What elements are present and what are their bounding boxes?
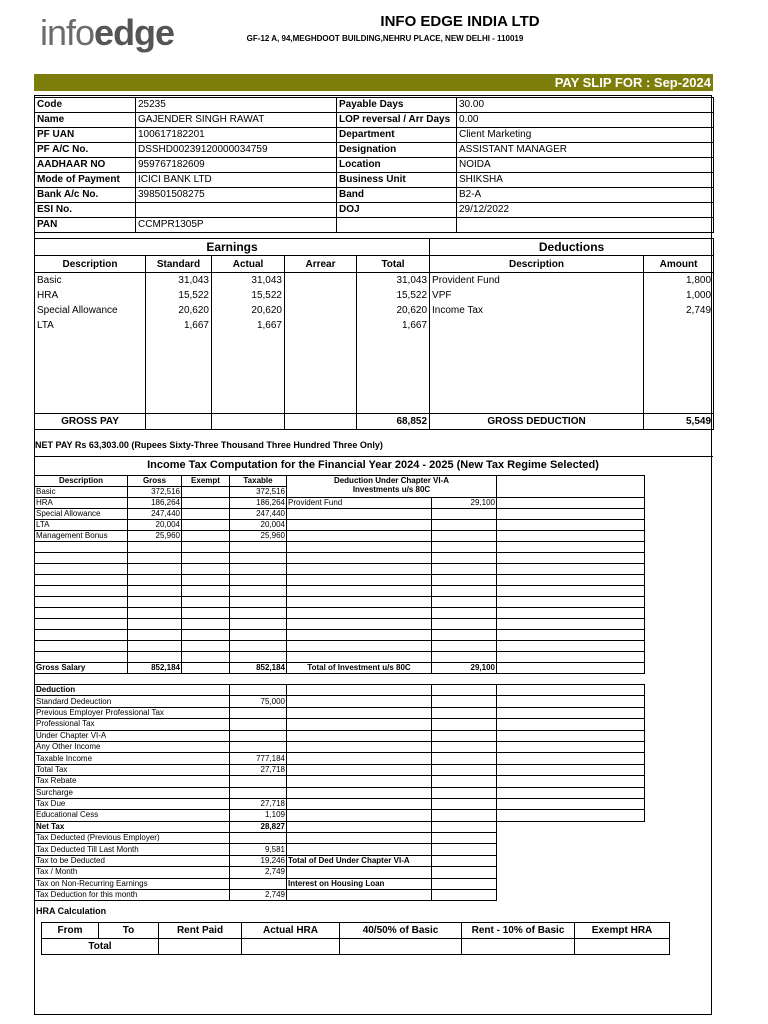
tax-cell-g	[128, 630, 182, 641]
tax-cell-g: 247,440	[128, 509, 182, 520]
payslip-title-bar	[34, 74, 713, 91]
ded-col-description: Description	[430, 256, 644, 273]
deduction-value: 75,000	[230, 696, 287, 707]
deduction-value	[230, 719, 287, 730]
tax-cell-d	[35, 542, 128, 553]
tax-cell-amt	[432, 531, 497, 542]
info-value	[136, 203, 337, 218]
deduction-row	[35, 798, 645, 809]
info-value: GAJENDER SINGH RAWAT	[136, 113, 337, 128]
payslip-title: PAY SLIP FOR : Sep-2024	[554, 75, 711, 90]
deduction-label: Previous Employer Professional Tax	[35, 707, 230, 718]
tax-cell-g: 372,516	[128, 487, 182, 498]
tax-cell-d	[35, 630, 128, 641]
deduction-row	[35, 707, 645, 718]
hra-col-header: From	[42, 923, 99, 939]
deduction-row	[35, 719, 645, 730]
info-label: Name	[35, 113, 136, 128]
earn-col-description: Description	[35, 256, 146, 273]
deduction-label: Educational Cess	[35, 810, 230, 821]
company-address: GF-12 A, 94,MEGHDOOT BUILDING,NEHRU PLACE, NEW DELHI - 110019	[246, 34, 524, 43]
earnings-deductions-table	[34, 238, 714, 430]
tax-cell-inv	[287, 641, 432, 652]
tax-row	[35, 641, 645, 652]
gross-salary-cell: 29,100	[432, 663, 497, 674]
deduction-row	[35, 685, 645, 696]
tax-cell-g	[128, 564, 182, 575]
hra-col-header: Exempt HRA	[575, 923, 670, 939]
deduction-value	[230, 878, 287, 889]
tax-cell-amt: 29,100	[432, 498, 497, 509]
tax-cell-e	[182, 652, 230, 663]
tax-cell-inv	[287, 520, 432, 531]
info-row	[35, 158, 714, 173]
tax-cell-d	[35, 575, 128, 586]
gross-salary-cell: Gross Salary	[35, 663, 128, 674]
info-value: 25235	[136, 98, 337, 113]
tax-cell-amt	[432, 641, 497, 652]
info-value: ICICI BANK LTD	[136, 173, 337, 188]
deduction-value: 2,749	[230, 867, 287, 878]
info-value: 29/12/2022	[457, 203, 714, 218]
logo-text-bold: edge	[94, 12, 175, 53]
company-name: INFO EDGE INDIA LTD	[380, 13, 540, 30]
income-tax-table	[34, 475, 645, 674]
tax-col-header: Gross	[128, 476, 182, 487]
tax-cell-inv	[287, 652, 432, 663]
tax-cell-e	[182, 619, 230, 630]
tax-cell-d	[35, 619, 128, 630]
tax-cell-d	[35, 641, 128, 652]
info-row	[35, 188, 714, 203]
tax-row	[35, 520, 645, 531]
info-label: Designation	[337, 143, 457, 158]
tax-row	[35, 597, 645, 608]
info-value: Client Marketing	[457, 128, 714, 143]
net-pay: NET PAY Rs 63,303.00 (Rupees Sixty-Three Thousand Three Hundred Three Only)	[35, 440, 383, 450]
deduction-label: Professional Tax	[35, 719, 230, 730]
tax-row	[35, 630, 645, 641]
deduction-row	[35, 776, 645, 787]
hra-col-header: Actual HRA	[242, 923, 340, 939]
tax-cell-d: Special Allowance	[35, 509, 128, 520]
tax-cell-d: LTA	[35, 520, 128, 531]
tax-cell-t: 186,264	[230, 498, 287, 509]
info-label: Business Unit	[337, 173, 457, 188]
info-label: LOP reversal / Arr Days	[337, 113, 457, 128]
info-value: 959767182609	[136, 158, 337, 173]
deduction-label: Tax Deducted (Previous Employer)	[35, 833, 230, 844]
tax-cell-d	[35, 608, 128, 619]
tax-cell-e	[182, 608, 230, 619]
tax-cell-e	[182, 509, 230, 520]
deduction-row	[35, 730, 645, 741]
deduction-label: Tax / Month	[35, 867, 230, 878]
tax-cell-amt	[432, 553, 497, 564]
tax-cell-amt	[432, 597, 497, 608]
tax-cell-inv	[287, 586, 432, 597]
hra-col-header: Rent - 10% of Basic	[462, 923, 575, 939]
tax-cell-e	[182, 641, 230, 652]
tax-col-header: Description	[35, 476, 128, 487]
info-row	[35, 113, 714, 128]
tax-cell-t	[230, 641, 287, 652]
tax-cell-inv	[287, 509, 432, 520]
tax-cell-t: 247,440	[230, 509, 287, 520]
tax-cell-g: 25,960	[128, 531, 182, 542]
tax-cell-inv: Provident Fund	[287, 498, 432, 509]
tax-cell-g	[128, 652, 182, 663]
tax-cell-t	[230, 630, 287, 641]
info-value: 30.00	[457, 98, 714, 113]
info-value	[457, 218, 714, 233]
hra-table	[41, 922, 670, 955]
info-label: Code	[35, 98, 136, 113]
info-value: 398501508275	[136, 188, 337, 203]
tax-cell-g	[128, 641, 182, 652]
info-label: PF UAN	[35, 128, 136, 143]
deduction-row	[35, 764, 645, 775]
deduction-label: Standard Dedeuction	[35, 696, 230, 707]
deduction-value: 19,246	[230, 855, 287, 866]
tax-cell-inv	[287, 608, 432, 619]
info-label: PAN	[35, 218, 136, 233]
deduction-value	[230, 730, 287, 741]
tax-cell-e	[182, 597, 230, 608]
tax-cell-d	[35, 597, 128, 608]
gross-salary-cell: 852,184	[230, 663, 287, 674]
tax-cell-amt	[432, 630, 497, 641]
tax-cell-g	[128, 619, 182, 630]
tax-cell-t	[230, 564, 287, 575]
deduction-value: 27,718	[230, 764, 287, 775]
tax-cell-g	[128, 542, 182, 553]
info-value: 0.00	[457, 113, 714, 128]
tax-row	[35, 509, 645, 520]
tax-cell-amt	[432, 652, 497, 663]
info-label: Location	[337, 158, 457, 173]
info-label	[337, 218, 457, 233]
tax-col-header: Taxable	[230, 476, 287, 487]
info-label: PF A/C No.	[35, 143, 136, 158]
deduction-value: 1,109	[230, 810, 287, 821]
deductions-title: Deductions	[430, 239, 714, 256]
deduction-side-label: Interest on Housing Loan	[287, 878, 432, 889]
deduction-row	[35, 741, 645, 752]
tax-cell-inv	[287, 542, 432, 553]
income-tax-title: Income Tax Computation for the Financial Year 2024 - 2025 (New Tax Regime Selected)	[147, 459, 599, 471]
info-value: 100617182201	[136, 128, 337, 143]
deduction-row	[35, 753, 645, 764]
tax-cell-inv	[287, 553, 432, 564]
gross-pay-total: 68,852	[357, 414, 430, 430]
earn-col-actual: Actual	[212, 256, 285, 273]
tax-row	[35, 531, 645, 542]
tax-cell-e	[182, 531, 230, 542]
tax-cell-t	[230, 553, 287, 564]
info-value: CCMPR1305P	[136, 218, 337, 233]
deduction-row	[35, 833, 645, 844]
info-label: Payable Days	[337, 98, 457, 113]
info-label: Band	[337, 188, 457, 203]
deduction-row	[35, 821, 645, 832]
tax-row	[35, 619, 645, 630]
info-row	[35, 173, 714, 188]
info-row	[35, 203, 714, 218]
tax-cell-g	[128, 586, 182, 597]
info-label: Department	[337, 128, 457, 143]
deduction-label: Any Other Income	[35, 741, 230, 752]
hra-col-header: Rent Paid	[159, 923, 242, 939]
tax-cell-amt	[432, 575, 497, 586]
tax-cell-e	[182, 498, 230, 509]
tax-cell-e	[182, 630, 230, 641]
deduction-label: Tax Rebate	[35, 776, 230, 787]
tax-row	[35, 575, 645, 586]
deduction-table	[34, 684, 645, 901]
info-label: ESI No.	[35, 203, 136, 218]
tax-cell-inv	[287, 575, 432, 586]
tax-cell-t	[230, 575, 287, 586]
tax-cell-amt	[432, 509, 497, 520]
info-value: SHIKSHA	[457, 173, 714, 188]
tax-cell-d	[35, 586, 128, 597]
tax-cell-g	[128, 553, 182, 564]
tax-cell-inv	[287, 597, 432, 608]
tax-cell-g: 186,264	[128, 498, 182, 509]
tax-cell-d	[35, 652, 128, 663]
info-label: AADHAAR NO	[35, 158, 136, 173]
gross-deduction-total: 5,549	[644, 414, 714, 430]
hra-title: HRA Calculation	[36, 906, 107, 916]
earn-total-values: 31,043 15,522 20,620 1,667	[357, 273, 430, 414]
tax-cell-t	[230, 586, 287, 597]
tax-cell-t: 372,516	[230, 487, 287, 498]
tax-cell-t: 25,960	[230, 531, 287, 542]
deduction-row	[35, 787, 645, 798]
info-value: ASSISTANT MANAGER	[457, 143, 714, 158]
tax-row	[35, 564, 645, 575]
tax-cell-d	[35, 564, 128, 575]
earn-col-standard: Standard	[146, 256, 212, 273]
deduction-value	[230, 685, 287, 696]
info-value: NOIDA	[457, 158, 714, 173]
hra-col-header: To	[99, 923, 159, 939]
tax-cell-e	[182, 564, 230, 575]
tax-cell-amt	[432, 619, 497, 630]
tax-cell-d: Basic	[35, 487, 128, 498]
deduction-value	[230, 741, 287, 752]
gross-salary-cell: 852,184	[128, 663, 182, 674]
deduction-side-label: Total of Ded Under Chapter VI-A	[287, 855, 432, 866]
tax-cell-t	[230, 652, 287, 663]
employee-info-table	[34, 97, 714, 233]
tax-row	[35, 553, 645, 564]
deduction-row	[35, 844, 645, 855]
deduction-label: Total Tax	[35, 764, 230, 775]
ded-amount-values: 1,800 1,000 2,749	[644, 273, 714, 414]
info-row	[35, 143, 714, 158]
deduction-label: Tax Due	[35, 798, 230, 809]
deduction-label: Tax to be Deducted	[35, 855, 230, 866]
tax-cell-e	[182, 542, 230, 553]
deduction-value: 9,581	[230, 844, 287, 855]
gross-pay-label: GROSS PAY	[35, 414, 146, 430]
deduction-label: Under Chapter VI-A	[35, 730, 230, 741]
tax-row	[35, 652, 645, 663]
tax-row	[35, 498, 645, 509]
info-value: B2-A	[457, 188, 714, 203]
info-value: DSSHD00239120000034759	[136, 143, 337, 158]
tax-cell-e	[182, 553, 230, 564]
tax-row	[35, 586, 645, 597]
info-label: Mode of Payment	[35, 173, 136, 188]
chapter-via-header: Deduction Under Chapter VI-A Investments u/s 80C	[287, 476, 497, 498]
tax-cell-inv	[287, 619, 432, 630]
tax-cell-d: Management Bonus	[35, 531, 128, 542]
tax-cell-inv	[287, 564, 432, 575]
tax-header-row	[35, 476, 645, 487]
deduction-label: Deduction	[35, 685, 230, 696]
company-logo	[40, 12, 174, 54]
tax-row	[35, 608, 645, 619]
deduction-row	[35, 890, 645, 901]
deduction-row	[35, 810, 645, 821]
earnings-title: Earnings	[35, 239, 430, 256]
deduction-value: 777,184	[230, 753, 287, 764]
deduction-value	[230, 833, 287, 844]
ded-col-amount: Amount	[644, 256, 714, 273]
tax-cell-g: 20,004	[128, 520, 182, 531]
gross-salary-row	[35, 663, 645, 674]
earn-actual-values: 31,043 15,522 20,620 1,667	[212, 273, 285, 414]
deduction-row	[35, 878, 645, 889]
info-label: Bank A/c No.	[35, 188, 136, 203]
earn-col-total: Total	[357, 256, 430, 273]
deduction-label: Surcharge	[35, 787, 230, 798]
gross-deduction-label: GROSS DEDUCTION	[430, 414, 644, 430]
tax-cell-g	[128, 608, 182, 619]
gross-salary-cell: Total of Investment u/s 80C	[287, 663, 432, 674]
tax-cell-t	[230, 608, 287, 619]
tax-cell-amt	[432, 542, 497, 553]
tax-cell-d: HRA	[35, 498, 128, 509]
deduction-value: 2,749	[230, 890, 287, 901]
deduction-value	[230, 776, 287, 787]
tax-col-header: Exempt	[182, 476, 230, 487]
info-row	[35, 218, 714, 233]
tax-cell-amt	[432, 608, 497, 619]
earn-descriptions: Basic HRA Special Allowance LTA	[35, 273, 146, 414]
tax-cell-g	[128, 575, 182, 586]
info-row	[35, 128, 714, 143]
earn-arrear-values	[285, 273, 357, 414]
deduction-label: Net Tax	[35, 821, 230, 832]
deduction-row	[35, 696, 645, 707]
tax-cell-amt	[432, 586, 497, 597]
tax-cell-inv	[287, 531, 432, 542]
tax-cell-t	[230, 619, 287, 630]
tax-cell-e	[182, 586, 230, 597]
tax-cell-t	[230, 542, 287, 553]
tax-cell-amt	[432, 564, 497, 575]
tax-cell-t: 20,004	[230, 520, 287, 531]
deduction-value	[230, 787, 287, 798]
tax-cell-amt	[432, 520, 497, 531]
logo-text-light: info	[40, 12, 95, 53]
ded-descriptions: Provident Fund VPF Income Tax	[430, 273, 644, 414]
deduction-label: Tax Deduction for this month	[35, 890, 230, 901]
tax-cell-g	[128, 597, 182, 608]
earn-col-arrear: Arrear	[285, 256, 357, 273]
info-label: DOJ	[337, 203, 457, 218]
deduction-row	[35, 867, 645, 878]
tax-cell-inv	[287, 630, 432, 641]
tax-cell-e	[182, 575, 230, 586]
deduction-value	[230, 707, 287, 718]
info-row	[35, 98, 714, 113]
tax-cell-t	[230, 597, 287, 608]
deduction-row	[35, 855, 645, 866]
tax-cell-e	[182, 520, 230, 531]
tax-cell-d	[35, 553, 128, 564]
hra-col-header: 40/50% of Basic	[340, 923, 462, 939]
tax-cell-e	[182, 487, 230, 498]
hra-total-label: Total	[42, 939, 159, 955]
deduction-label: Taxable Income	[35, 753, 230, 764]
deduction-label: Tax on Non-Recurring Earnings	[35, 878, 230, 889]
earn-standard-values: 31,043 15,522 20,620 1,667	[146, 273, 212, 414]
deduction-value: 28,827	[230, 821, 287, 832]
deduction-label: Tax Deducted Till Last Month	[35, 844, 230, 855]
deduction-value: 27,718	[230, 798, 287, 809]
tax-row	[35, 542, 645, 553]
